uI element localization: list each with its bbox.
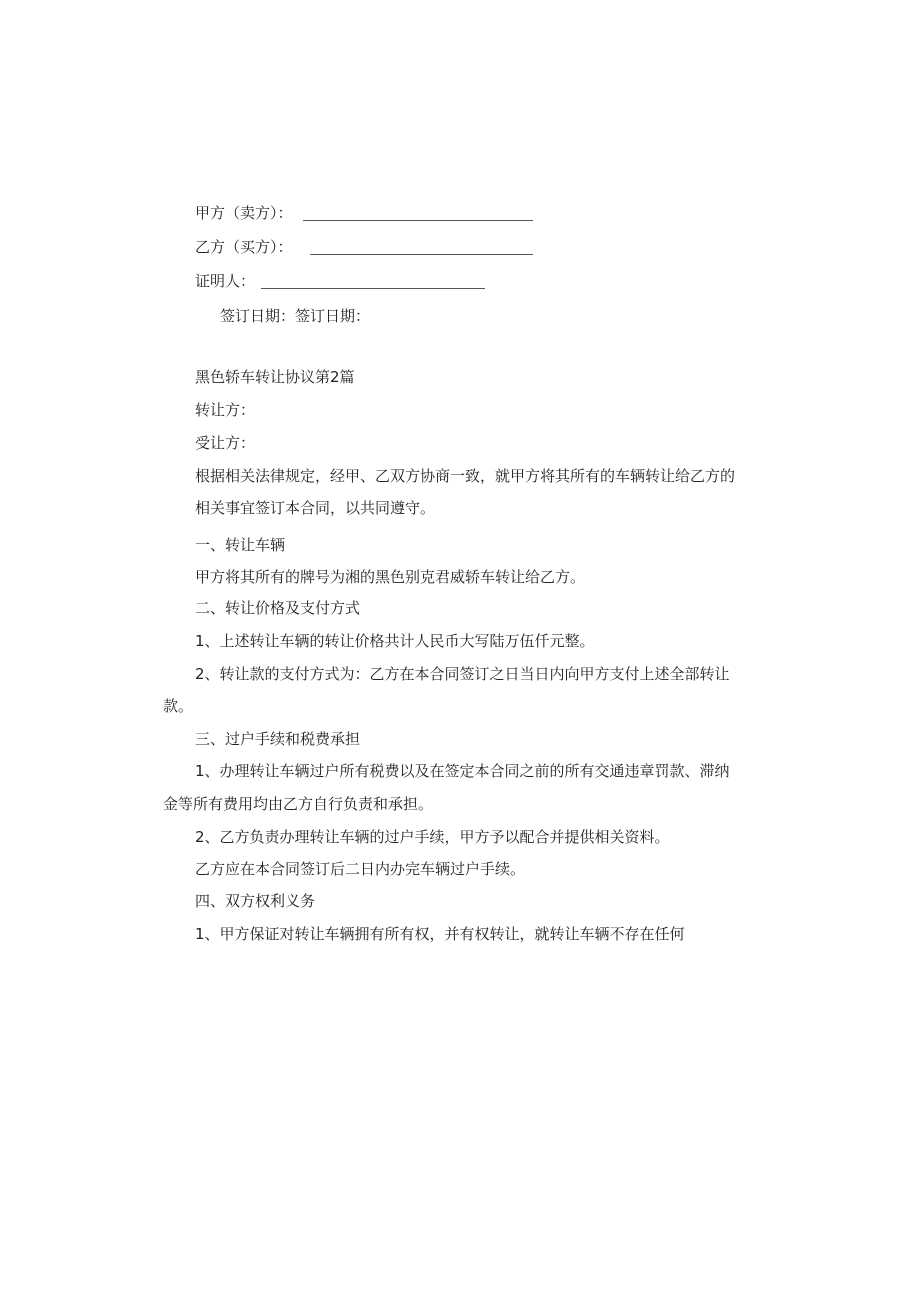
- transferee-label: 受让方：: [195, 434, 256, 452]
- section-4-item-1: 1、甲方保证对转让车辆拥有所有权，并有权转让，就转让车辆不存在任何: [195, 925, 685, 943]
- intro-paragraph-line-2: 相关事宜签订本合同，以共同遵守。: [195, 499, 436, 517]
- section-3-item-3: 乙方应在本合同签订后二日内办完车辆过户手续。: [195, 860, 526, 878]
- seller-label: 甲方（卖方）：: [195, 204, 293, 222]
- seller-signature-line[interactable]: [303, 220, 533, 221]
- section-2-item-2-line-1: 2、转让款的支付方式为：乙方在本合同签订之日当日内向甲方支付上述全部转让: [195, 665, 730, 683]
- witness-signature-row: [195, 271, 535, 291]
- buyer-signature-row: [195, 237, 535, 257]
- buyer-label: 乙方（买方）：: [195, 238, 293, 256]
- transferor-label: 转让方：: [195, 401, 256, 419]
- section-1-heading: 一、转让车辆: [195, 536, 286, 554]
- section-3-heading: 三、过户手续和税费承担: [195, 730, 361, 748]
- sign-date: 签订日期：签订日期：: [220, 307, 371, 325]
- document-title: 黑色轿车转让协议第2篇: [195, 368, 355, 386]
- section-1-paragraph: 甲方将其所有的牌号为湘的黑色别克君威轿车转让给乙方。: [195, 568, 586, 586]
- buyer-signature-line[interactable]: [310, 254, 533, 255]
- section-3-item-1-line-1: 1、办理转让车辆过户所有税费以及在签定本合同之前的所有交通违章罚款、滞纳: [195, 762, 730, 780]
- section-2-heading: 二、转让价格及支付方式: [195, 599, 361, 617]
- section-2-item-1: 1、上述转让车辆的转让价格共计人民币大写陆万伍仟元整。: [195, 632, 595, 650]
- intro-paragraph-line-1: 根据相关法律规定，经甲、乙双方协商一致，就甲方将其所有的车辆转让给乙方的: [195, 467, 736, 485]
- witness-signature-line[interactable]: [261, 288, 485, 289]
- section-3-item-2: 2、乙方负责办理转让车辆的过户手续，甲方予以配合并提供相关资料。: [195, 828, 670, 846]
- section-4-heading: 四、双方权利义务: [195, 892, 316, 910]
- section-2-item-2-line-2: 款。: [163, 697, 194, 715]
- witness-label: 证明人：: [195, 272, 256, 290]
- seller-signature-row: [195, 203, 535, 223]
- section-3-item-1-line-2: 金等所有费用均由乙方自行负责和承担。: [163, 795, 434, 813]
